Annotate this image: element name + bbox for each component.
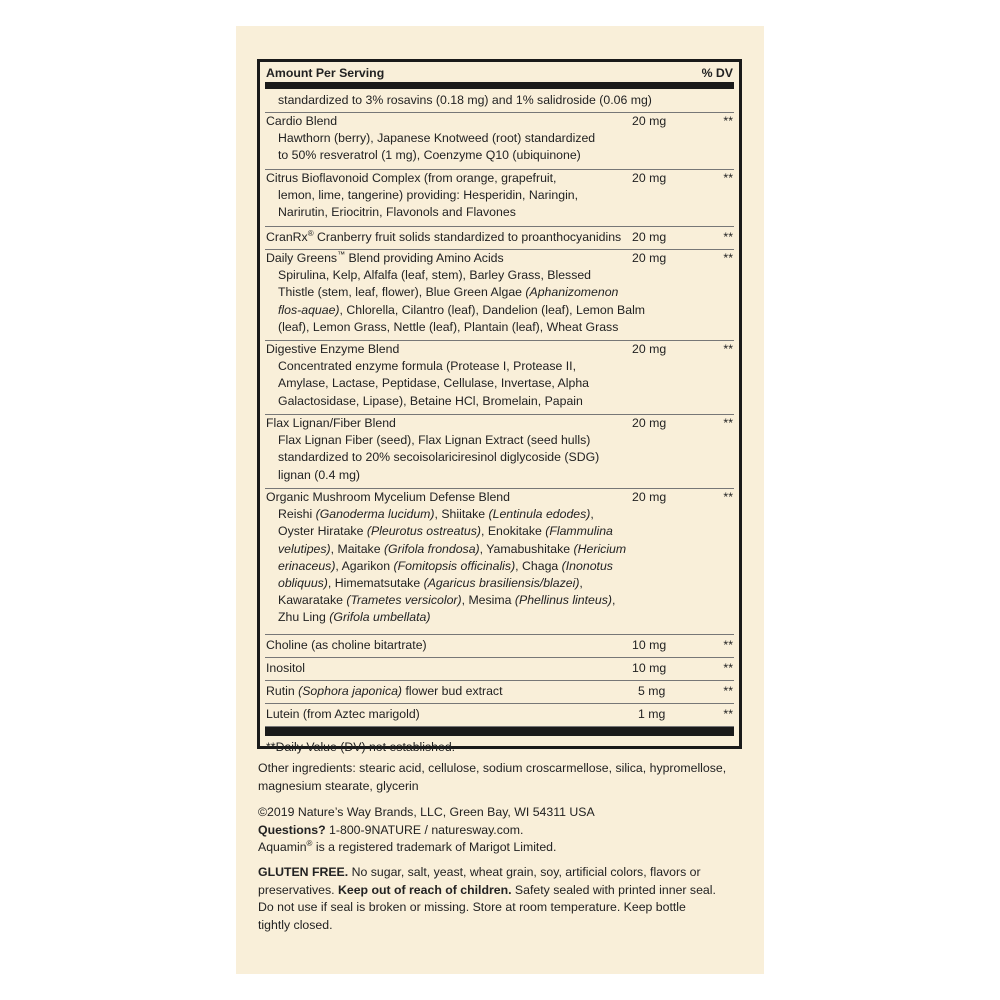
keep-out-label: Keep out of reach of children. bbox=[337, 882, 512, 897]
dv-cell: ** bbox=[723, 171, 733, 185]
ingredient-desc: Concentrated enzyme formula (Protease I, Protease II, bbox=[278, 359, 577, 374]
warning-text: No sugar, salt, yeast, wheat grain, soy, artificial colors, flavors or bbox=[348, 865, 701, 879]
ingredient-desc: Galactosidase, Lipase), Betaine HCl, Bromelain, Papain bbox=[278, 393, 583, 408]
amount-cell: 20 mg bbox=[632, 251, 667, 265]
ingredient-desc bbox=[266, 302, 646, 319]
dv-cell: ** bbox=[723, 416, 733, 430]
trademark-mark: ™ bbox=[337, 249, 346, 259]
latin-name: (Aphanizomenon bbox=[525, 285, 619, 300]
amount-cell: 5 mg bbox=[638, 684, 666, 699]
other-ingredients-line: magnesium stearate, glycerin bbox=[258, 778, 419, 793]
table-row bbox=[265, 635, 734, 658]
ingredient-cell bbox=[266, 170, 632, 226]
dv-cell: ** bbox=[723, 661, 733, 676]
latin-name: (Lentinula edodes) bbox=[488, 507, 591, 522]
table-row bbox=[265, 227, 734, 250]
amount-cell: 20 mg bbox=[632, 342, 667, 356]
ingredient-name: Inositol bbox=[266, 661, 305, 676]
ingredient-desc bbox=[266, 558, 632, 575]
ingredient-cell bbox=[266, 489, 632, 634]
table-row bbox=[265, 113, 734, 170]
desc-part: , Enokitake bbox=[480, 524, 546, 539]
ingredient-name: Digestive Enzyme Blend bbox=[266, 342, 400, 356]
dv-heading: % DV bbox=[701, 66, 733, 80]
desc-part: Reishi bbox=[278, 507, 316, 522]
amount-cell: 20 mg bbox=[632, 416, 667, 430]
amount-cell: 20 mg bbox=[632, 230, 667, 245]
ingredient-cell bbox=[266, 683, 632, 700]
warnings bbox=[258, 864, 743, 934]
ingredient-cell bbox=[266, 341, 632, 414]
thick-divider bbox=[265, 727, 734, 736]
ingredient-desc: Spirulina, Kelp, Alfalfa (leaf, stem), Barley Grass, Blessed bbox=[278, 268, 592, 283]
desc-part: , bbox=[579, 576, 583, 591]
ingredient-desc bbox=[266, 592, 632, 609]
dv-cell: ** bbox=[723, 490, 733, 504]
latin-name: (Phellinus linteus) bbox=[514, 593, 612, 608]
company-info bbox=[258, 804, 743, 857]
dv-footnote: **Daily Value (DV) not established. bbox=[266, 740, 456, 754]
latin-name: (Grifola frondosa) bbox=[383, 541, 480, 556]
ingredient-name: Organic Mushroom Mycelium Defense Blend bbox=[266, 490, 510, 504]
trademark-text: is a registered trademark of Marigot Limited. bbox=[312, 840, 557, 854]
ingredient-name: Cardio Blend bbox=[266, 114, 338, 128]
ingredient-name-rest: flower bud extract bbox=[402, 684, 503, 699]
ingredient-desc: (leaf), Lemon Grass, Nettle (leaf), Plantain (leaf), Wheat Grass bbox=[278, 319, 619, 334]
ingredient-desc bbox=[266, 506, 632, 523]
latin-name: velutipes) bbox=[278, 541, 331, 556]
amount-per-serving-heading: Amount Per Serving bbox=[266, 66, 385, 80]
amount-cell: 20 mg bbox=[632, 490, 667, 504]
ingredient-name: Citrus Bioflavonoid Complex (from orange, grapefruit, bbox=[266, 171, 557, 185]
ingredient-name: Flax Lignan/Fiber Blend bbox=[266, 416, 396, 430]
ingredient-name: Daily Greens bbox=[266, 251, 338, 265]
desc-part: , Maitake bbox=[330, 541, 384, 556]
table-row bbox=[265, 170, 734, 227]
table-row bbox=[265, 658, 734, 681]
latin-name: (Sophora japonica) bbox=[298, 684, 403, 699]
ingredient-desc bbox=[266, 284, 632, 301]
warning-text: preservatives. bbox=[258, 882, 338, 897]
contact-text: 1-800-9NATURE / naturesway.com. bbox=[325, 822, 524, 837]
ingredient-desc: Narirutin, Eriocitrin, Flavonols and Flavones bbox=[278, 205, 516, 220]
ingredient-name-rest: Blend providing Amino Acids bbox=[345, 251, 504, 265]
gluten-free-label: GLUTEN FREE. bbox=[258, 865, 349, 879]
table-row bbox=[265, 250, 734, 341]
dv-cell: ** bbox=[723, 342, 733, 356]
latin-name: (Trametes versicolor) bbox=[346, 593, 462, 608]
amount-cell: 20 mg bbox=[632, 114, 667, 128]
ingredient-name: Lutein (from Aztec marigold) bbox=[266, 707, 420, 722]
desc-part: , Agarikon bbox=[335, 558, 394, 573]
facts-header bbox=[265, 62, 734, 89]
warning-text: tightly closed. bbox=[258, 917, 333, 932]
desc-part: , Yamabushitake bbox=[479, 541, 574, 556]
label-panel bbox=[236, 26, 764, 974]
ingredient-cell bbox=[266, 113, 632, 169]
amount-cell: 1 mg bbox=[638, 707, 666, 722]
amount-cell: 10 mg bbox=[632, 638, 667, 653]
amount-cell: 10 mg bbox=[632, 661, 667, 676]
desc-part: , bbox=[611, 593, 616, 608]
desc-part: , Mesima bbox=[461, 593, 515, 608]
latin-name: (Fomitopsis officinalis) bbox=[393, 558, 516, 573]
rosavins-text: standardized to 3% rosavins (0.18 mg) and 1% salidroside (0.06 mg) bbox=[278, 92, 652, 107]
aquamin-text: Aquamin bbox=[258, 840, 307, 854]
dv-cell: ** bbox=[723, 684, 733, 699]
latin-name: obliquus) bbox=[278, 576, 328, 591]
table-row bbox=[265, 415, 734, 489]
latin-name: (Ganoderma lucidum) bbox=[315, 507, 435, 522]
desc-part: Oyster Hiratake bbox=[278, 524, 367, 539]
other-ingredients bbox=[258, 760, 743, 795]
latin-name: (Inonotus bbox=[561, 558, 613, 573]
table-row bbox=[265, 489, 734, 635]
supplement-facts-table bbox=[257, 59, 742, 754]
ingredient-desc: Amylase, Lactase, Peptidase, Cellulase, Invertase, Alpha bbox=[278, 376, 590, 391]
latin-name: (Pleurotus ostreatus) bbox=[366, 524, 481, 539]
ingredient-cell bbox=[266, 415, 632, 488]
latin-name: flos-aquae) bbox=[278, 302, 340, 317]
latin-name: (Agaricus brasiliensis/blazei) bbox=[423, 576, 580, 591]
desc-part: , Chaga bbox=[515, 558, 562, 573]
copyright-text: ©2019 Nature’s Way Brands, LLC, Green Bay, WI 54311 USA bbox=[258, 805, 595, 819]
ingredient-cell bbox=[266, 249, 646, 340]
latin-name: erinaceus) bbox=[278, 558, 336, 573]
latin-name: (Hericium bbox=[573, 541, 627, 556]
desc-part: , Chlorella, Cilantro (leaf), Dandelion (leaf), Lemon Balm bbox=[339, 302, 646, 317]
amount-cell: 20 mg bbox=[632, 171, 667, 185]
ingredient-name: CranRx bbox=[266, 230, 308, 245]
dv-cell: ** bbox=[723, 707, 733, 722]
desc-part: , Shiitake bbox=[434, 507, 489, 522]
table-row bbox=[265, 341, 734, 415]
desc-part: Zhu Ling bbox=[278, 610, 330, 625]
ingredient-cell bbox=[266, 229, 632, 246]
ingredient-name-rest: Cranberry fruit solids standardized to proanthocyanidins bbox=[313, 230, 622, 245]
dv-cell: ** bbox=[723, 638, 733, 653]
other-ingredients-line: Other ingredients: stearic acid, cellulose, sodium croscarmellose, silica, hypromellose, bbox=[258, 761, 727, 775]
registered-mark: ® bbox=[307, 229, 314, 239]
latin-name: (Flammulina bbox=[545, 524, 613, 539]
ingredient-name: Rutin bbox=[266, 684, 299, 699]
ingredient-desc: lemon, lime, tangerine) providing: Hesperidin, Naringin, bbox=[278, 188, 579, 203]
warning-text: Do not use if seal is broken or missing. Store at room temperature. Keep bottle bbox=[258, 900, 686, 914]
ingredient-desc: Flax Lignan Fiber (seed), Flax Lignan Extract (seed hulls) bbox=[278, 433, 591, 448]
ingredient-desc bbox=[266, 609, 632, 626]
ingredient-desc: lignan (0.4 mg) bbox=[278, 467, 361, 482]
ingredient-desc bbox=[266, 575, 632, 592]
ingredient-name: Choline (as choline bitartrate) bbox=[266, 638, 427, 653]
ingredient-desc: to 50% resveratrol (1 mg), Coenzyme Q10 (ubiquinone) bbox=[278, 148, 581, 163]
desc-part: Thistle (stem, leaf, flower), Blue Green Algae bbox=[278, 285, 526, 300]
ingredient-desc: Hawthorn (berry), Japanese Knotweed (root) standardized bbox=[278, 131, 596, 146]
table-row bbox=[265, 681, 734, 704]
ingredient-desc: standardized to 20% secoisolariciresinol diglycoside (SDG) bbox=[278, 450, 600, 465]
registered-mark: ® bbox=[306, 838, 313, 848]
dv-cell: ** bbox=[723, 114, 733, 128]
table-row bbox=[265, 704, 734, 727]
questions-label: Questions? bbox=[258, 822, 326, 837]
dv-cell: ** bbox=[723, 230, 733, 245]
latin-name: (Grifola umbellata) bbox=[329, 610, 431, 625]
ingredient-desc bbox=[266, 523, 632, 540]
dv-cell: ** bbox=[723, 251, 733, 265]
table-row bbox=[265, 89, 734, 113]
ingredient-desc bbox=[266, 541, 632, 558]
warning-text: Safety sealed with printed inner seal. bbox=[511, 882, 716, 897]
desc-part: Kawaratake bbox=[278, 593, 347, 608]
desc-part: , Himematsutake bbox=[327, 576, 424, 591]
desc-part: , bbox=[590, 507, 594, 522]
